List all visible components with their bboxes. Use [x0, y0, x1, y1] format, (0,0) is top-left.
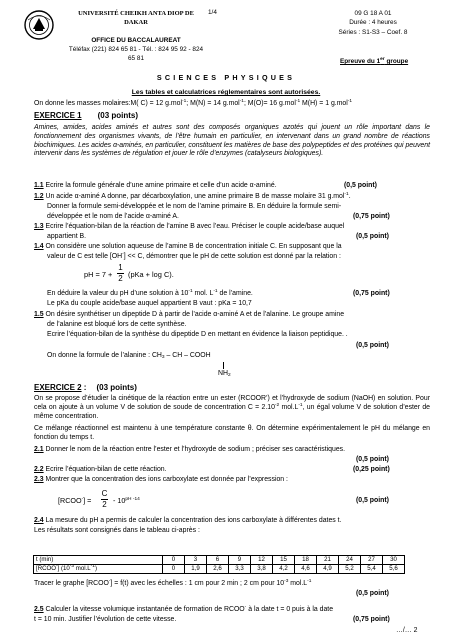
alanine-nh2: $NH_2$ — [218, 370, 231, 378]
question-2-3: 2.3 Montrer que la concentration des ions carboxylate est donnée par l’expression : — [34, 476, 288, 483]
molar-masses: On donne les masses molaires:M( C) = 12 g.mol$^{-1}$; M(N) = 14 g.mol$^{-1}$; M(O)= 16 g.mol$^{-1}$ M(H) = 1 g.mol$^{-1}$ — [34, 99, 353, 107]
exam-group: Epreuve du 1er groupe — [340, 57, 409, 65]
table-cell: 3 — [185, 556, 207, 565]
question-1-1-points: (0,5 point) — [344, 182, 377, 189]
question-2-3-points: (0,5 point) — [356, 497, 389, 504]
contact-line: Téléfax (221) 824 65 81 - Tél. : 824 95 92 - 824 65 81 — [68, 46, 204, 63]
alanine-bond — [223, 362, 224, 369]
question-1-4-line3: En déduire la valeur du pH d’une solution à $10^{-1}$ mol. $L^{-1}$ de l’amine. — [47, 289, 253, 297]
exercise-2-intro-2: Ce mélange réactionnel est maintenu à une température constante θ. On détermine expérimentalement le pH du mélange en fonction du temps t. — [34, 425, 430, 441]
table-cell: 3,8 — [251, 565, 273, 574]
question-1-5-line2: de l’alanine est bloqué lors de cette synthèse. — [47, 321, 187, 328]
table-header-time: t (min) — [34, 556, 163, 565]
question-2-5-line2: t = 10 min. Justifier l’évolution de cette vitesse. — [34, 616, 177, 623]
table-cell: 12 — [251, 556, 273, 565]
question-2-4-line2: Les résultats sont consignés dans le tableau ci-après : — [34, 527, 200, 534]
question-1-2-line3: développée et le nom de l’acide α-aminé A. — [47, 213, 179, 220]
table-cell: 9 — [229, 556, 251, 565]
exercise-2-intro: On se propose d’étudier la cinétique de la réaction entre un ester (RCOOR’) et l’hydroxyde de sodium (NaOH) en solution. Pour cela on ajoute à un volume V de solution de soude de concentration $C = 2.10^{-2}$ $mol.L^{-1}$, un égal volume V de solution d’ester de même concentration. — [34, 395, 431, 420]
question-1-4-line4: Le pKa du couple acide/base auquel appartient B vaut : pKa = 10,7 — [47, 300, 252, 307]
question-2-2-points: (0,25 point) — [353, 466, 390, 473]
table-cell: 27 — [361, 556, 383, 565]
question-1-2-points: (0,75 point) — [353, 213, 390, 220]
table-cell: 1,9 — [185, 565, 207, 574]
ph-formula-left: pH = 7 + — [84, 270, 113, 279]
question-1-4-points: (0,75 point) — [353, 290, 390, 297]
table-cell: 0 — [163, 556, 185, 565]
exercise-1-intro: Amines, amides, acides aminés et autres sont des composés organiques azotés qui jouent un rôle important dans le fonctionnement des organismes vivants, de l’être humain en particulier, en intervenant dans un grand nombre de réactions biochimiques. Les acides α-aminés, en particulier, constituent les matières de base des polypeptides et des protéines qui peuvent intervenir dans les systèmes de régulation et jouer le rôle d’enzymes (catalyseurs biologiques). — [34, 124, 430, 158]
table-cell: 30 — [383, 556, 405, 565]
question-2-1: 2.1 Donner le nom de la réaction entre l’ester et l’hydroxyde de sodium ; préciser ses caractéristiques. — [34, 446, 346, 453]
question-1-1: 1.1 Ecrire la formule générale d’une amine primaire et celle d’un acide α-aminé. — [34, 182, 277, 189]
question-1-4: 1.4 On considère une solution aqueuse de l’amine B de concentration initiale C. En supposant que la — [34, 243, 342, 250]
table-header-concentration: [RCOO-] ($10^{-3}$ $mol.L^{-1}$) — [34, 565, 163, 574]
question-1-3: 1.3 Ecrire l’équation-bilan de la réaction de l’amine B avec l’eau. Préciser le couple acide/base auquel — [34, 223, 345, 230]
table-cell: 4,9 — [317, 565, 339, 574]
rcoo-formula-right: - $10^{pH -14}$ — [113, 496, 140, 505]
ph-fraction: 1 2 — [118, 263, 123, 283]
alanine-formula: On donne la formule de l’alanine : $CH_3$ – CH – COOH — [47, 352, 211, 360]
table-cell: 6 — [207, 556, 229, 565]
question-1-2-line2: Donner la formule semi-développée et le nom de l’amine primaire B. En déduire la formule semi- — [47, 203, 342, 210]
question-1-3-points: (0,5 point) — [356, 233, 389, 240]
page-number: 1/4 — [208, 9, 217, 16]
table-cell: 24 — [339, 556, 361, 565]
ph-formula-right: (pKa + log C). — [128, 270, 174, 279]
table-cell: 18 — [295, 556, 317, 565]
table-row — [34, 565, 405, 574]
table-row — [34, 556, 405, 565]
table-cell: 2,6 — [207, 565, 229, 574]
table-cell: 5,6 — [383, 565, 405, 574]
question-2-4-points: (0,5 point) — [356, 590, 389, 597]
concentration-table — [33, 555, 405, 574]
question-2-2: 2.2 Ecrire l’équation-bilan de cette réaction. — [34, 466, 167, 473]
question-2-5-points: (0,75 point) — [353, 616, 390, 623]
page-continuation: …/… 2 — [396, 627, 418, 634]
rcoo-formula-left: [RCOO-] = — [58, 496, 92, 505]
table-cell: 21 — [317, 556, 339, 565]
question-1-2: 1.2 Un acide α-aminé A donne, par décarboxylation, une amine primaire B de masse molaire 31 g.mol$^{-1}$. — [34, 192, 351, 200]
exercise-1-heading: EXERCICE 1 (03 points) — [34, 111, 139, 120]
table-cell: 3,3 — [229, 565, 251, 574]
office-name: OFFICE DU BACCALAUREAT — [91, 36, 181, 44]
table-cell: 0 — [163, 565, 185, 574]
question-2-5: 2.5 Calculer la vitesse volumique instantanée de formation de RCOO- à la date t = 0 puis à la date — [34, 605, 334, 613]
question-1-5-points: (0,5 point) — [356, 342, 389, 349]
header-right — [318, 9, 428, 37]
question-1-4-line2: valeur de C est telle [OH-] << C, démontrer que le pH de cette solution est donné par la relation : — [47, 252, 341, 260]
table-cell: 15 — [273, 556, 295, 565]
table-cell: 4,2 — [273, 565, 295, 574]
question-1-5: 1.5 On désire synthétiser un dipeptide D à partir de l’acide α-aminé A et de l’alanine. Le groupe amine — [34, 311, 345, 318]
header-left — [66, 9, 206, 64]
table-cell: 5,2 — [339, 565, 361, 574]
question-1-5-line3: Ecrire l’équation-bilan de la synthèse du dipeptide D en mettant en évidence la liaison peptidique. . — [47, 331, 348, 338]
question-2-4-line3: Tracer le graphe [RCOO-] = f(t) avec les échelles : 1 cm pour 2 min ; 2 cm pour $10^{-3}$ $mol.L^{-1}$ — [34, 579, 312, 587]
question-2-1-points: (0,5 point) — [356, 456, 389, 463]
exam-duration: Durée : 4 heures — [349, 19, 397, 27]
calculator-notice: Les tables et calculatrices réglementaires sont autorisées. — [131, 89, 321, 96]
university-name: UNIVERSITÉ CHEIKH ANTA DIOP DE DAKAR — [78, 10, 194, 27]
table-cell: 4,6 — [295, 565, 317, 574]
exam-series: Séries : S1-S3 – Coef. 8 — [338, 28, 408, 36]
question-1-3-line2: appartient B. — [47, 233, 87, 240]
subject-title: SCIENCES PHYSIQUES — [156, 73, 296, 82]
exercise-2-heading: EXERCICE 2 : (03 points) — [34, 383, 137, 392]
rcoo-fraction: C 2 — [101, 489, 108, 509]
exam-code: 09 G 18 A 01 — [354, 10, 392, 17]
table-cell: 5,4 — [361, 565, 383, 574]
university-seal-icon — [24, 10, 54, 40]
question-2-4: 2.4 La mesure du pH a permis de calculer la concentration des ions carboxylate à différentes dates t. — [34, 517, 342, 524]
